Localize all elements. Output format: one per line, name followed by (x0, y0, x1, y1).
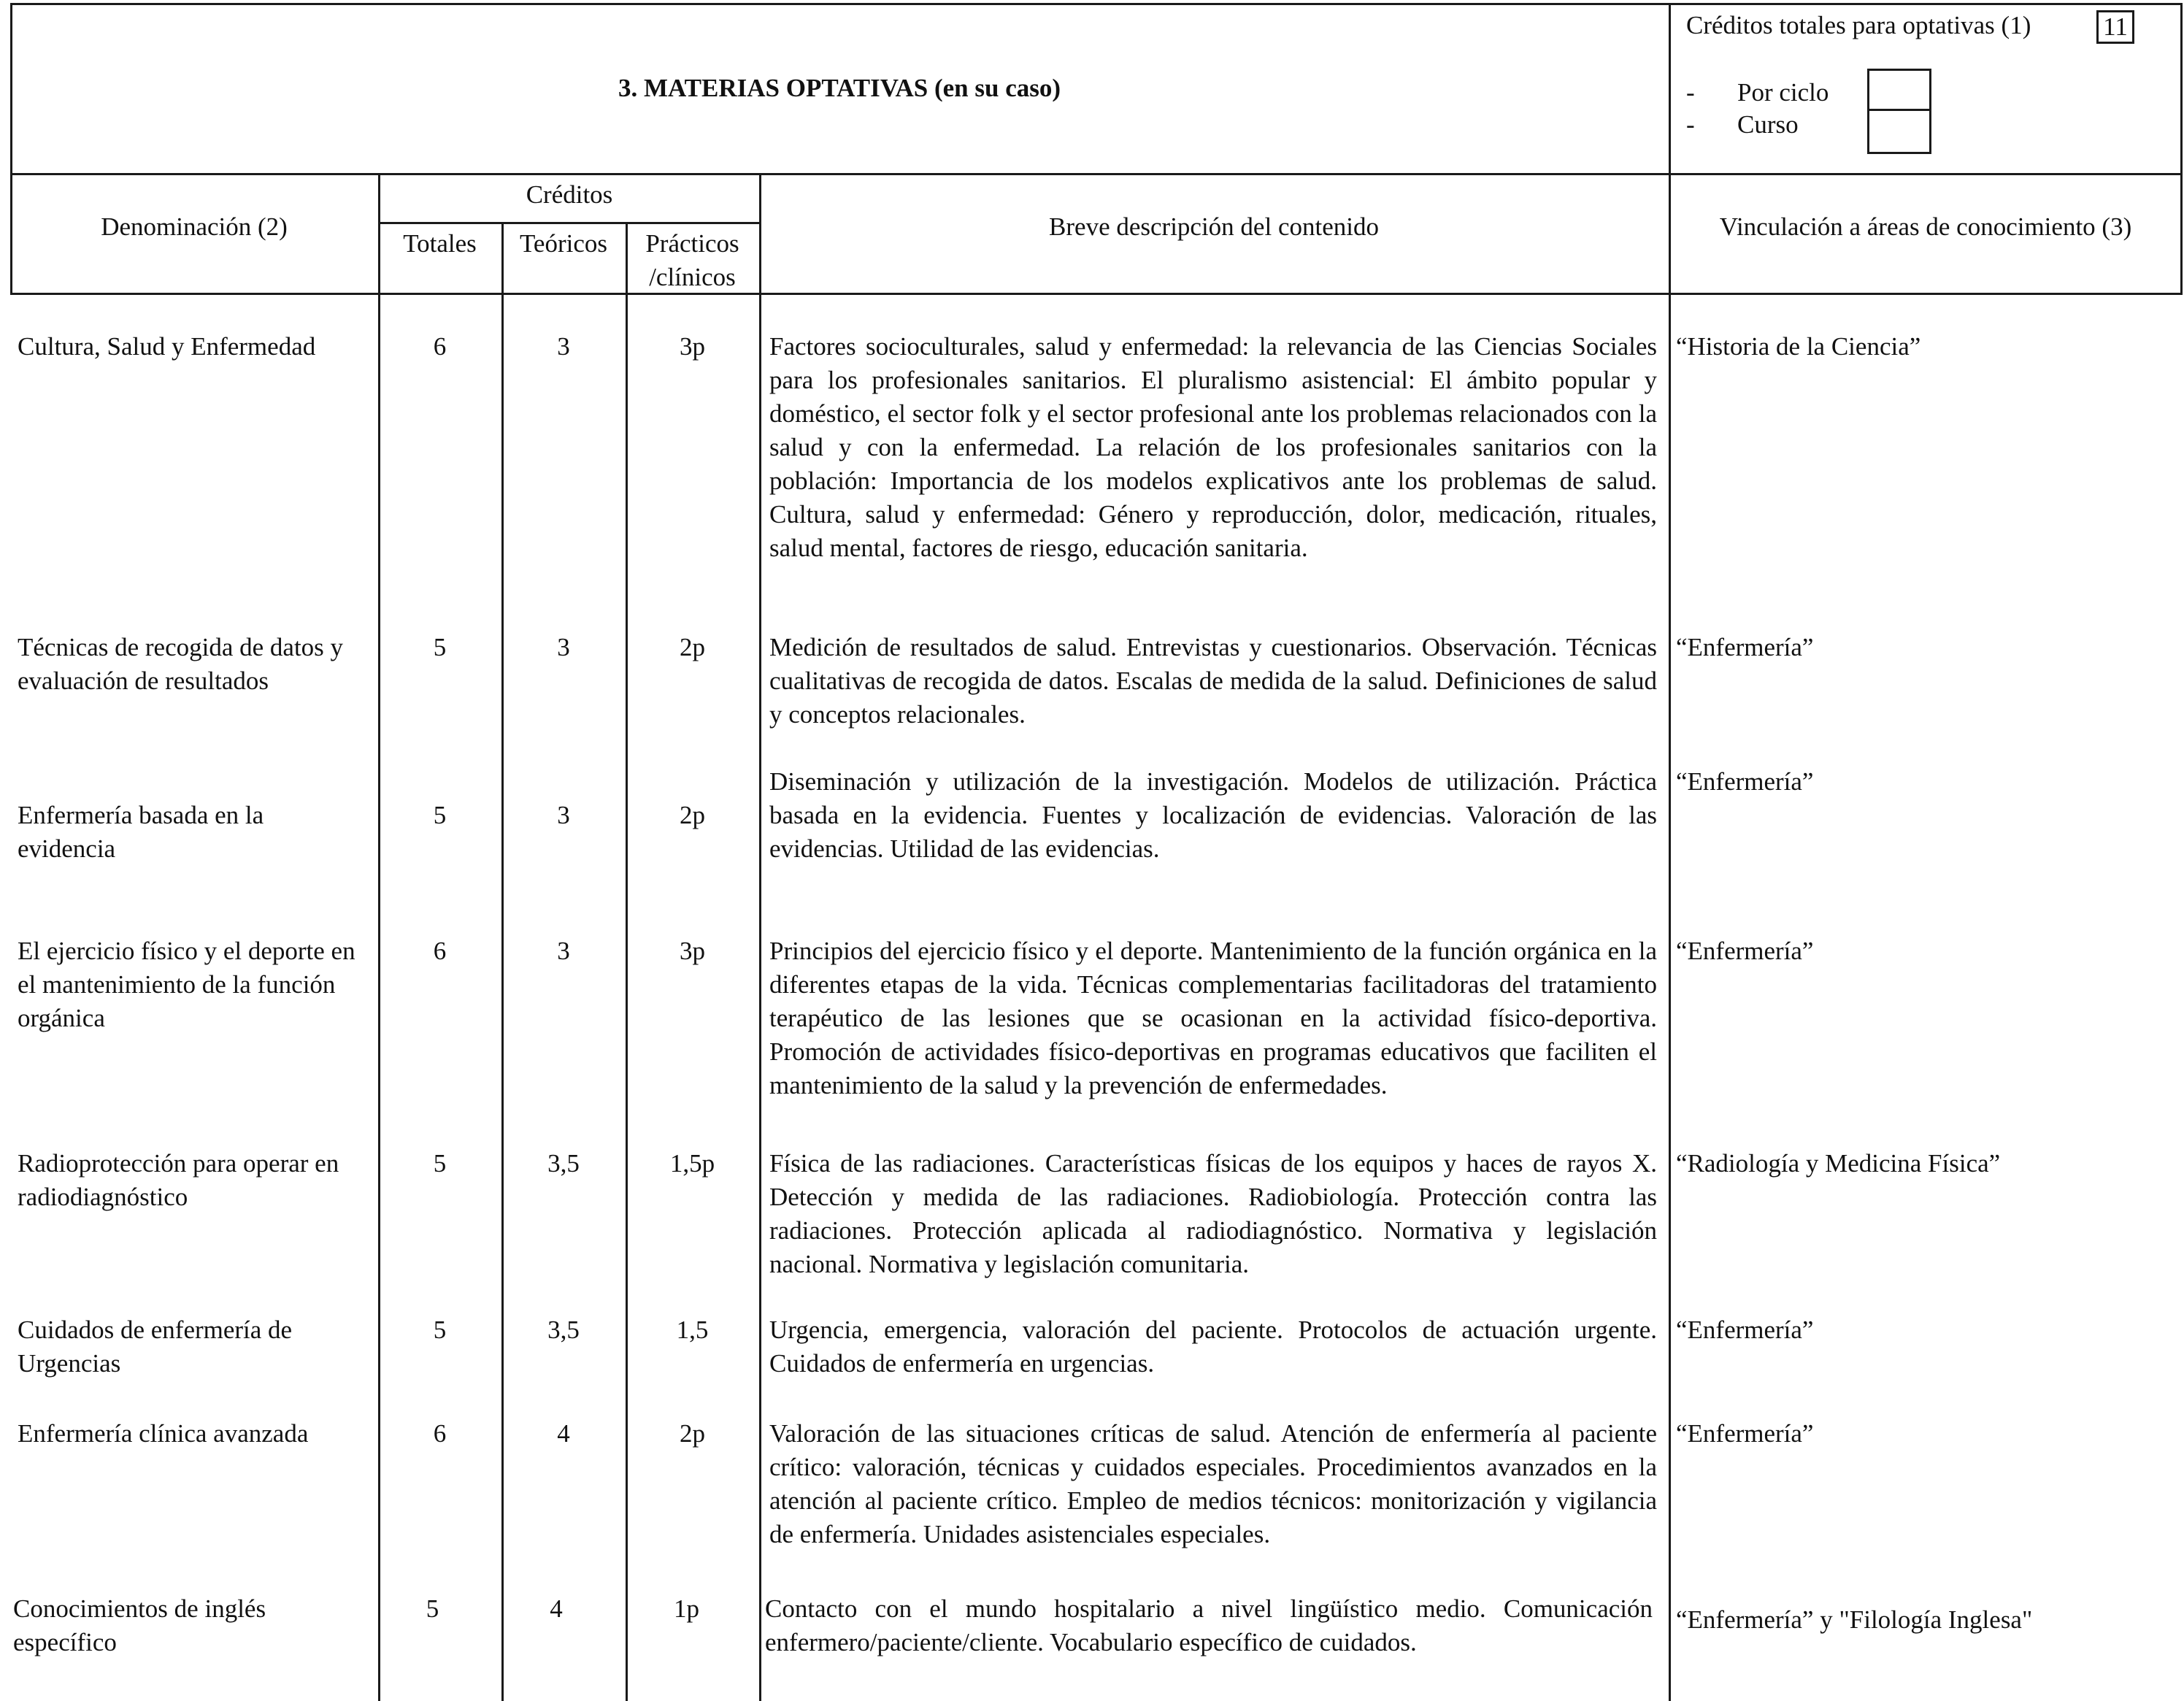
border-left (10, 3, 12, 295)
row-1-practicos: 3p (680, 332, 705, 361)
row-3-practicos: 2p (680, 801, 705, 829)
credits-total-box: 11 (2096, 10, 2134, 44)
row-8-name: Conocimientos de inglés específico (13, 1594, 266, 1656)
row-1-description: Factores socioculturales, salud y enfermedad: la relevancia de las Ciencias Sociales para los profesionales sanitarios. El pluralismo asistencial: El ámbito popular y doméstico, el sector folk y el sector profesional ante los problemas relacionados con la salud y con la enfermedad. La relación de los profesionales sanitarios con la población: Importancia de los modelos explicativos ante los problemas de salud. Cultura, salud y enfermedad: Género y reproducción, dolor, medicación, rituales, salud mental, factores de riesgo, educación sanitaria. (769, 332, 1657, 562)
curso-label: Curso (1737, 110, 1799, 139)
row-5-practicos: 1,5p (669, 1149, 715, 1178)
header-totales: Totales (403, 229, 477, 258)
row-7-practicos: 2p (680, 1419, 705, 1448)
row-1-area: “Historia de la Ciencia” (1676, 332, 1921, 361)
row-5-area: “Radiología y Medicina Física” (1676, 1149, 2001, 1178)
row-6-name: Cuidados de enfermería de Urgencias (18, 1316, 293, 1378)
row-1-teoricos: 3 (557, 332, 570, 361)
row-6-practicos: 1,5 (676, 1316, 709, 1344)
row-7-teoricos: 4 (557, 1419, 570, 1448)
row-7-description: Valoración de las situaciones críticas de salud. Atención de enfermería al paciente crítico: valoración, técnicas y cuidados especiales. Procedimientos avanzados en la atención al paciente crítico. Empleo de medios técnicos: monitorización y vigilancia de enfermería. Unidades asistenciales especiales. (769, 1419, 1657, 1548)
credits-total-label: Créditos totales para optativas (1) (1686, 11, 2031, 39)
row-3-teoricos: 3 (557, 801, 570, 829)
row-6-area: “Enfermería” (1676, 1316, 1814, 1344)
row-5-totales: 5 (433, 1149, 447, 1178)
row-7-totales: 6 (433, 1419, 447, 1448)
border-right (2180, 3, 2183, 295)
col-line-4 (759, 173, 761, 1701)
row-2-practicos: 2p (680, 633, 705, 661)
row-6-totales: 5 (433, 1316, 447, 1344)
row-2-teoricos: 3 (557, 633, 570, 661)
por-ciclo-box (1867, 69, 1931, 111)
header-practicos: Prácticos /clínicos (645, 229, 739, 291)
row-6-teoricos: 3,5 (547, 1316, 580, 1344)
curso-box (1867, 109, 1931, 154)
header-teoricos: Teóricos (519, 229, 607, 258)
row-1-totales: 6 (433, 332, 447, 361)
row-3-totales: 5 (433, 801, 447, 829)
row-4-practicos: 3p (680, 937, 705, 965)
column-header-bottom-line (10, 293, 2183, 295)
border-top (10, 3, 2183, 5)
row-7-area: “Enfermería” (1676, 1419, 1814, 1448)
row-4-area: “Enfermería” (1676, 937, 1814, 965)
row-5-description: Física de las radiaciones. Características físicas de los equipos y haces de rayos X. Detección y medida de las radiaciones. Radiobiología. Protección contra las radiaciones. Protección aplicada al radiodiagnóstico. Normativa y legislación nacional. Normativa y legislación comunitaria. (769, 1149, 1657, 1278)
row-4-totales: 6 (433, 937, 447, 965)
title-bottom-line (10, 173, 2183, 175)
section-title: 3. MATERIAS OPTATIVAS (en su caso) (618, 74, 1061, 102)
row-8-totales: 5 (426, 1594, 439, 1623)
row-2-description: Medición de resultados de salud. Entrevistas y cuestionarios. Observación. Técnicas cualitativas de recogida de datos. Escalas de medida de la salud. Definiciones de salud y conceptos relacionales. (769, 633, 1657, 729)
row-2-area: “Enfermería” (1676, 633, 1814, 661)
row-7-name: Enfermería clínica avanzada (18, 1419, 309, 1448)
row-3-description: Diseminación y utilización de la investigación. Modelos de utilización. Práctica basada en la evidencia. Fuentes y localización de evidencias. Valoración de las evidencias. Utilidad de las evidencias. (769, 767, 1657, 863)
row-1-name: Cultura, Salud y Enfermedad (18, 332, 316, 361)
header-vinculacion: Vinculación a áreas de conocimiento (3) (1719, 212, 2132, 241)
header-descripcion: Breve descripción del contenido (1049, 212, 1379, 241)
row-4-description: Principios del ejercicio físico y el deporte. Mantenimiento de la función orgánica en la diferentes etapas de la vida. Técnicas complementarias facilitadoras del tratamiento terapéutico de las lesiones que se ocasionan en la actividad físico-deportiva. Promoción de actividades físico-deportivas en programas educativos que faciliten el mantenimiento de la salud y la prevención de enfermedades. (769, 937, 1657, 1099)
row-8-practicos: 1p (674, 1594, 699, 1623)
dash-por-ciclo: - (1686, 78, 1695, 107)
row-4-name: El ejercicio físico y el deporte en el mantenimiento de la función orgánica (18, 937, 355, 1032)
row-2-name: Técnicas de recogida de datos y evaluación de resultados (18, 633, 344, 695)
header-divider (1669, 3, 1671, 1701)
row-4-teoricos: 3 (557, 937, 570, 965)
header-denominacion: Denominación (2) (101, 212, 288, 241)
row-6-description: Urgencia, emergencia, valoración del paciente. Protocolos de actuación urgente. Cuidados de enfermería en urgencias. (769, 1316, 1657, 1378)
row-3-area: “Enfermería” (1676, 767, 1814, 796)
creditos-subheader-line (378, 222, 761, 224)
row-8-description: Contacto con el mundo hospitalario a nivel lingüístico medio. Comunicación enfermero/paciente/cliente. Vocabulario específico de cuidados. (765, 1594, 1653, 1656)
row-5-name: Radioprotección para operar en radiodiagnóstico (18, 1149, 339, 1211)
row-8-area: “Enfermería” y "Filología Inglesa" (1676, 1605, 2033, 1634)
header-creditos: Créditos (526, 180, 613, 209)
row-3-name: Enfermería basada en la evidencia (18, 801, 264, 863)
row-2-totales: 5 (433, 633, 447, 661)
row-5-teoricos: 3,5 (547, 1149, 580, 1178)
dash-curso: - (1686, 110, 1695, 139)
por-ciclo-label: Por ciclo (1737, 78, 1829, 107)
row-8-teoricos: 4 (550, 1594, 563, 1623)
